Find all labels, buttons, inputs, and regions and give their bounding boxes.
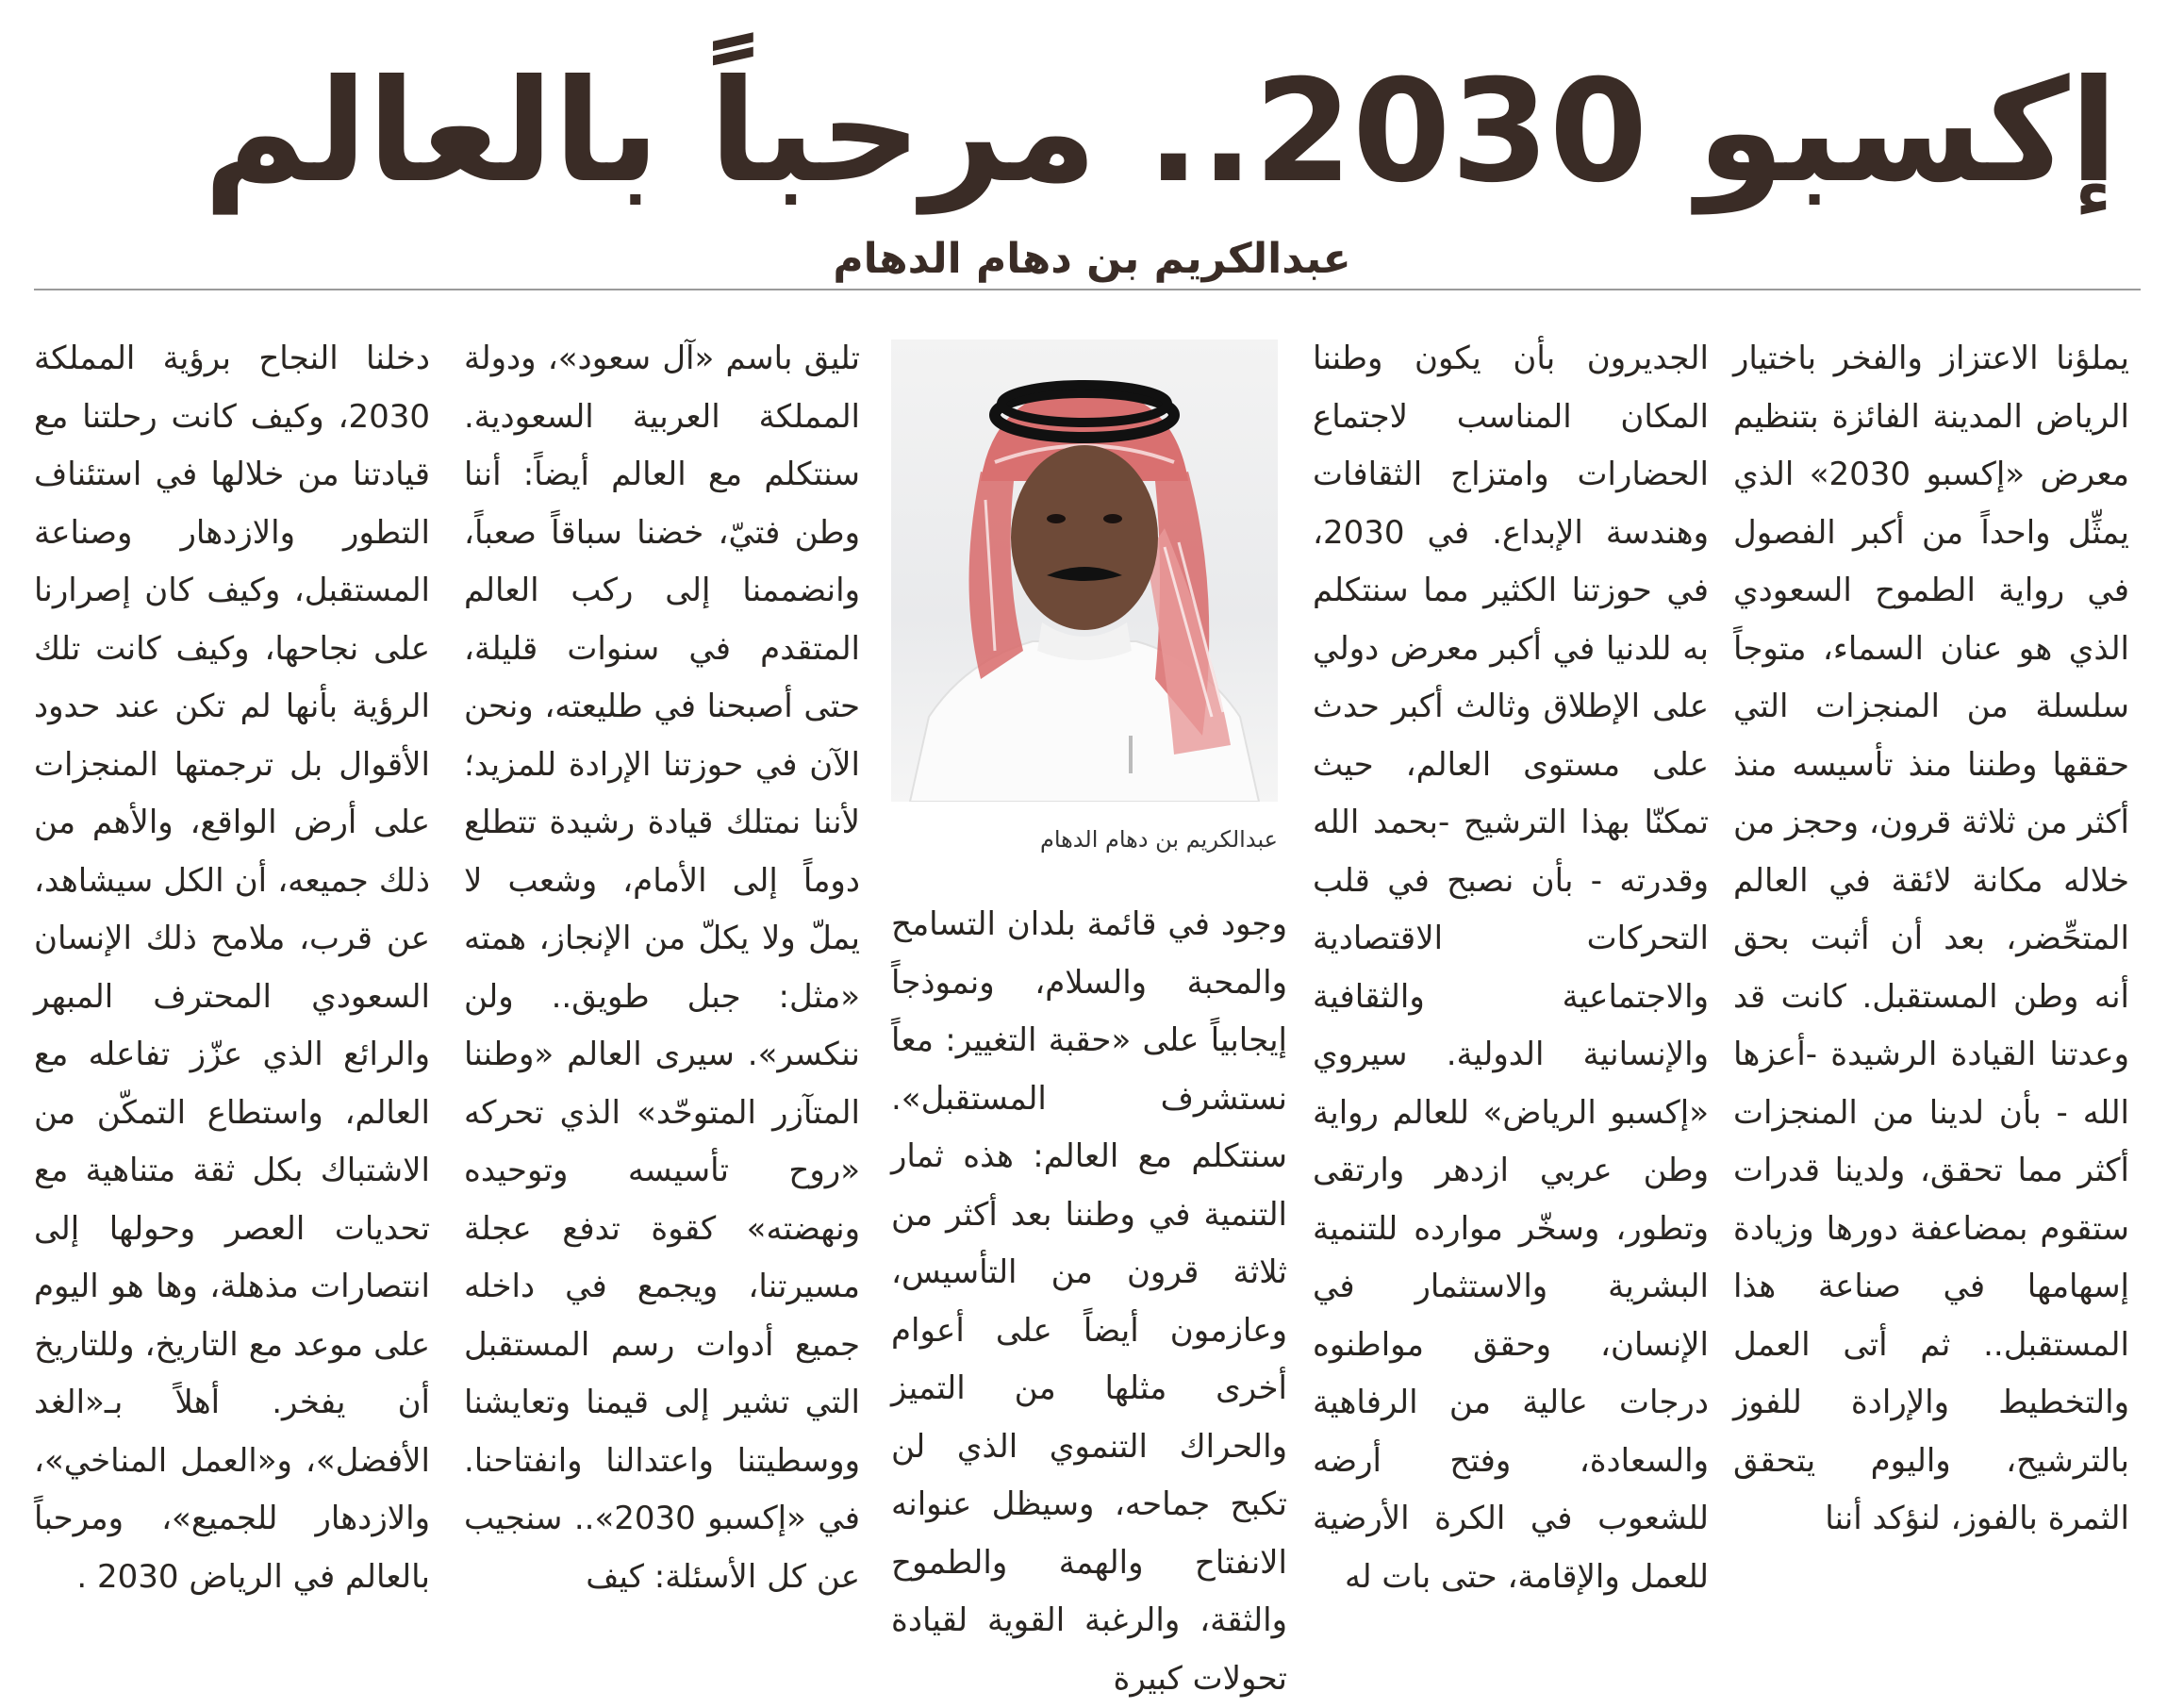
article-column-4 <box>464 330 860 1606</box>
author-byline: عبدالكريم بن دهام الدهام <box>833 235 1351 283</box>
column-text: دخلنا النجاح برؤية المملكة 2030، وكيف كانت رحلتنا مع قيادتنا من خلالها في استئناف التطور والازدهار وصناعة المستقبل، وكيف كان إصرارنا على نجاحها، وكيف كانت تلك الرؤية بأنها لم تكن عند حدود الأقوال بل ترجمتها المنجزات على أرض الواقع، والأهم من ذلك جميعه، أن الكل سيشاهد، عن قرب، ملامح ذلك الإنسان السعودي المحترف المبهر والرائع الذي عزّز تفاعله مع العالم، واستطاع التمكّن من الاشتباك بكل ثقة متناهية مع تحديات العصر وحولها إلى انتصارات مذهلة، وها هو اليوم على موعد مع التاريخ، وللتاريخ أن يفخر. أهلاً بـ«الغد الأفضل»، و«العمل المناخي»، والازدهار للجميع»، ومرحباً بالعالم في الرياض 2030 . <box>34 340 430 1596</box>
article-column-5 <box>34 330 430 1606</box>
column-text: تليق باسم «آل سعود»، ودولة المملكة العربية السعودية. سنتكلم مع العالم أيضاً: أننا وطن فتيّ، خضنا سباقاً صعباً، وانضممنا إلى ركب العالم المتقدم في سنوات قليلة، حتى أصبحنا في طليعته، ونحن الآن في حوزتنا الإرادة للمزيد؛ لأننا نمتلك قيادة رشيدة تتطلع دوماً إلى الأمام، وشعب لا يملّ ولا يكلّ من الإنجاز، همته «مثل: جبل طويق.. ولن ننكسر». سيرى العالم «وطننا المتآزر المتوحّد» الذي تحركه «روح تأسيسه وتوحيده ونهضته» كقوة تدفع عجلة مسيرتنا، ويجمع في داخله جميع أدوات رسم المستقبل التي تشير إلى قيمنا وتعايشنا ووسطيتنا واعتدالنا وانفتاحنا. في «إكسبو 2030».. سنجيب عن كل الأسئلة: كيف <box>464 340 860 1596</box>
photo-caption: عبدالكريم بن دهام الدهام <box>1039 826 1278 853</box>
column-text: وجود في قائمة بلدان التسامح والمحبة والسلام، ونموذجاً إيجابياً على «حقبة التغيير: معاً نستشرف المستقبل». سنتكلم مع العالم: هذه ثمار التنمية في وطننا بعد أكثر من ثلاثة قرون من التأسيس، وعازمون أيضاً على أعوام أخرى مثلها من التميز والحراك التنموي الذي لن تكبح جماحه، وسيظل عنوانه الانفتاح والهمة والطموح والثقة، والرغبة القوية لقيادة تحولات كبيرة <box>891 905 1287 1698</box>
divider <box>34 289 2141 290</box>
column-text: يملؤنا الاعتزاز والفخر باختيار الرياض المدينة الفائزة بتنظيم معرض «إكسبو 2030» الذي يمثِّل واحداً من أكبر الفصول في رواية الطموح السعودي الذي هو عنان السماء، متوجاً سلسلة من المنجزات التي حققها وطننا منذ تأسيسه منذ أكثر من ثلاثة قرون، وحجز من خلاله مكانة لائقة في العالم المتحِّضر، بعد أن أثبت بحق أنه وطن المستقبل. كانت قد وعدتنا القيادة الرشيدة -أعزها الله - بأن لدينا من المنجزات أكثر مما تحقق، ولدينا قدرات ستقوم بمضاعفة دورها وزيادة إسهامها في صناعة هذا المستقبل.. ثم أتى العمل والتخطيط والإرادة للفوز بالترشيح، واليوم يتحقق الثمرة بالفوز، لنؤكد أننا <box>1733 340 2130 1537</box>
author-portrait-illustration <box>891 340 1278 802</box>
article-column-2 <box>1313 330 1709 1606</box>
article-column-1 <box>1733 330 2129 1549</box>
article-column-3 <box>891 896 1287 1708</box>
column-text: الجديرون بأن يكون وطننا المكان المناسب لاجتماع الحضارات وامتزاج الثقافات وهندسة الإبداع. في 2030، في حوزتنا الكثير مما سنتكلم به للدنيا في أكبر معرض دولي على الإطلاق وثالث أكبر حدث على مستوى العالم، حيث تمكنّا بهذا الترشيح -بحمد الله وقدرته - بأن نصبح في قلب التحركات الاقتصادية والاجتماعية والثقافية والإنسانية الدولية. سيروي «إكسبو الرياض» للعالم رواية وطن عربي ازدهر وارتقى وتطور، وسخّر موارده للتنمية البشرية والاستثمار في الإنسان، وحقق مواطنوه درجات عالية من الرفاهية والسعادة، وفتح أرضه للشعوب في الكرة الأرضية للعمل والإقامة، حتى بات له <box>1313 340 1709 1596</box>
headline: إكسبو 2030.. مرحباً بالعالم <box>203 50 2118 214</box>
author-photo <box>891 340 1278 802</box>
